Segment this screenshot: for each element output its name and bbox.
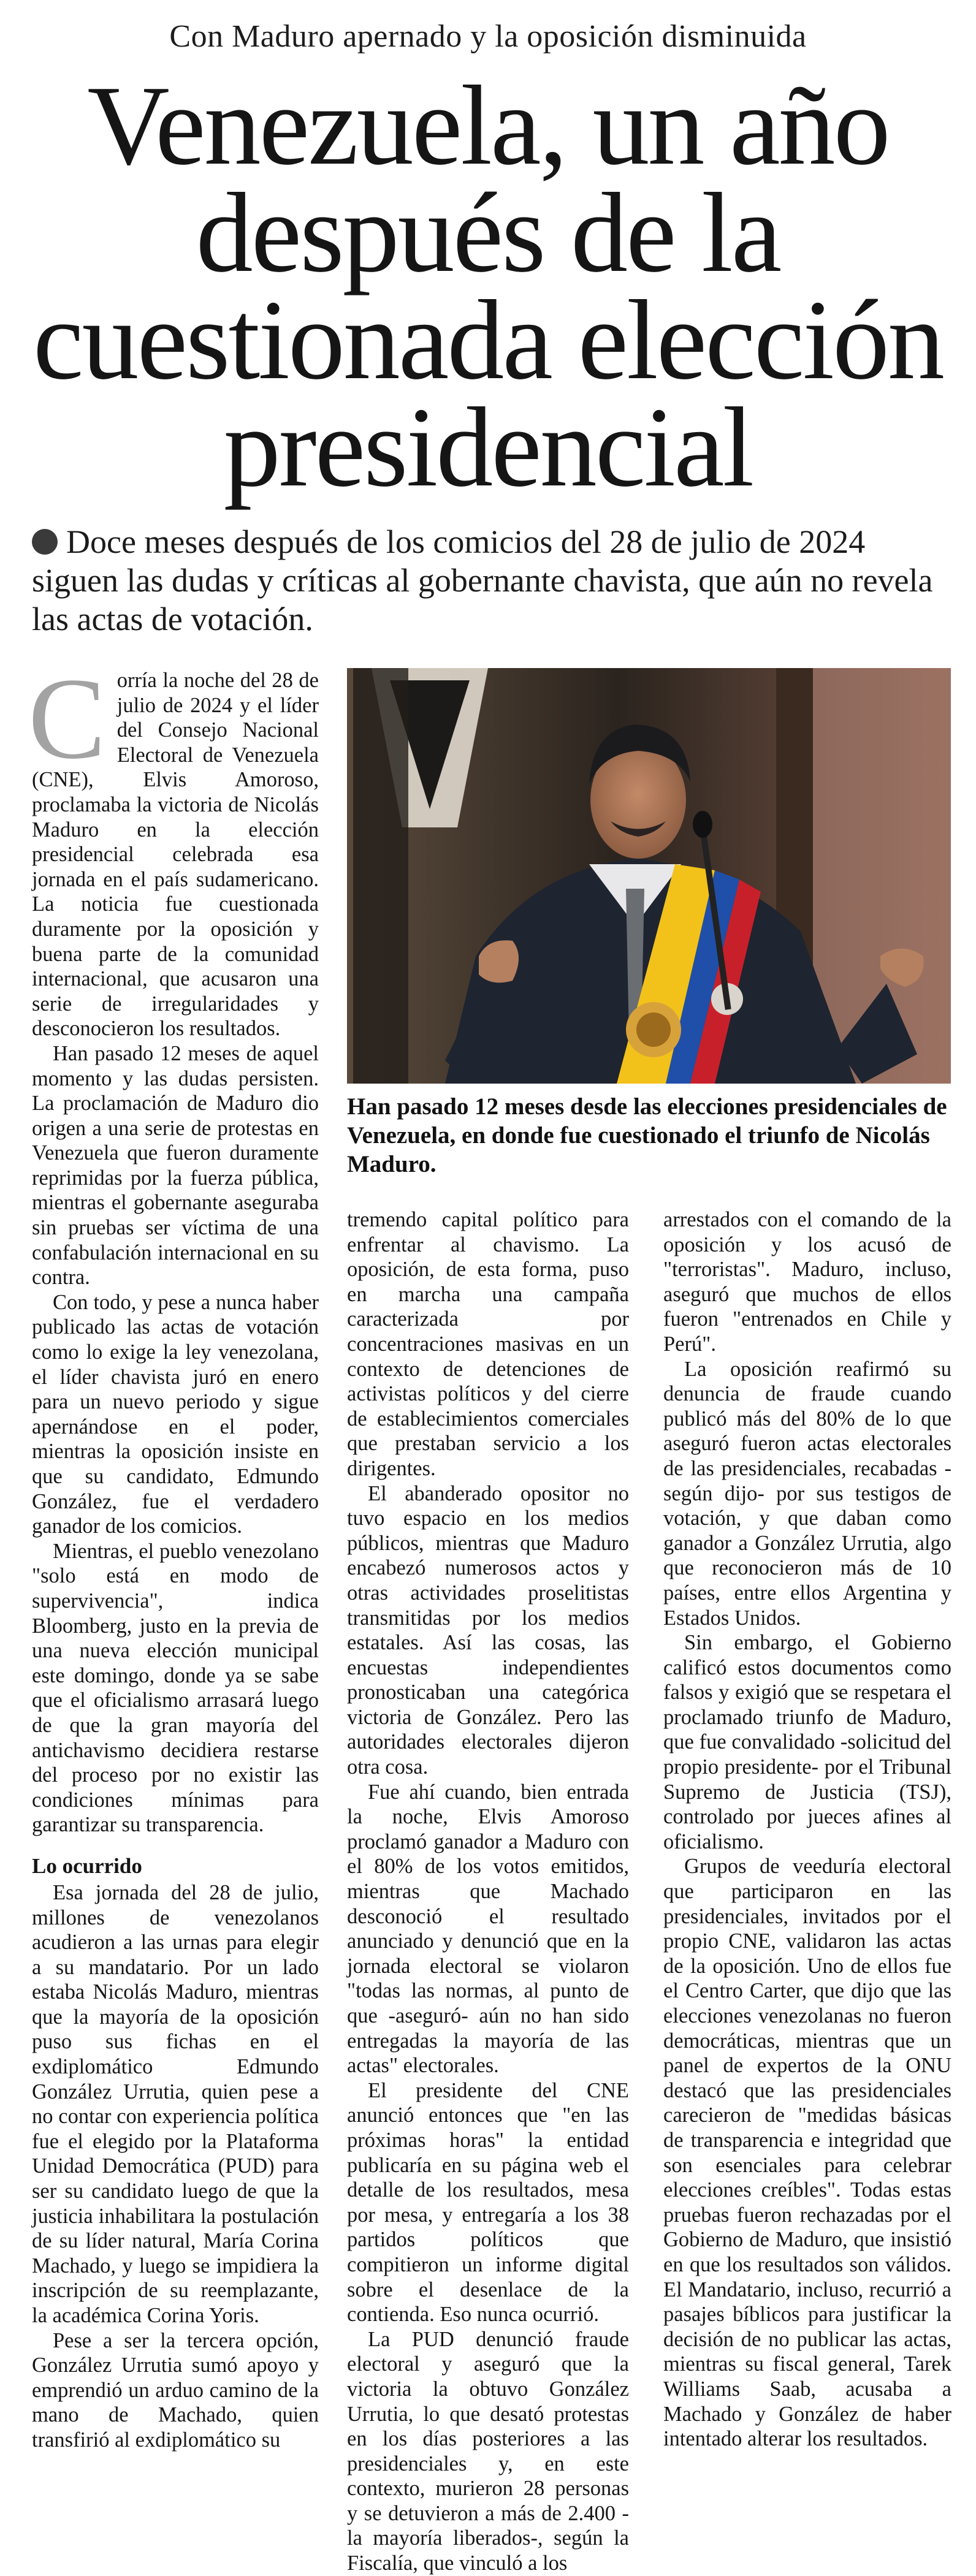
paragraph: [28, 655, 319, 1041]
paragraph: Con todo, y pese a nunca haber publicado las actas de votación como lo exige la ley venezolana, el líder chavista juró en enero para un nuevo periodo y sigue apernándose en el poder, mientras la oposición insiste en que su candidato, Edmundo González, fue el verdadero ganador de los comicios.: [32, 1290, 319, 1538]
paragraph: arrestados con el comando de la oposición y los acusó de "terroristas". Maduro, incluso, aseguró que muchos de ellos fueron "entrenados en Chile y Perú".: [663, 1208, 951, 1356]
paragraph: La PUD denunció fraude electoral y aseguró que la victoria la obtuvo González Urrutia, lo que desató protestas en los días posteriores a las presidenciales y, en este contexto, murieron 28 personas y se detuvieron a más de 2.400 -la mayoría liberados-, según la Fiscalía, que vinculó a los: [347, 2327, 629, 2575]
paragraph: La oposición reafirmó su denuncia de fraude cuando publicó más del 80% de lo que aseguró fueron actas electorales de las presidenciales, recabadas -según dijo- por sus testigos de votación, y que daban como ganador a González Urrutia, algo que reconocieron más de 10 países, entre ellos Argentina y Estados Unidos.: [663, 1357, 951, 1630]
article-deck-text: Doce meses después de los comicios del 28 de julio de 2024 siguen las dudas y críticas al gobernante chavista, que aún no revela las actas de votación.: [32, 523, 933, 637]
article-kicker: Con Maduro apernado y la oposición disminuida: [169, 19, 807, 54]
paragraph: Sin embargo, el Gobierno calificó estos documentos como falsos y exigió que se respetara el proclamado triunfo de Maduro, que fue convalidado -solicitud del propio presidente- por el Tribunal Supremo de Justicia (TSJ), controlado por jueces afines al oficialismo.: [663, 1631, 951, 1853]
paragraph: Esa jornada del 28 de julio, millones de venezolanos acudieron a las urnas para elegir a su mandatario. Por un lado estaba Nicolás Maduro, mientras que la mayoría de la oposición puso sus fichas en el exdiplomático Edmundo González Urrutia, quien pese a no contar con experiencia política fue el elegido por la Plataforma Unidad Democrática (PUD) para ser su candidato luego de que la justicia inhabilitara la postulación de su líder natural, María Corina Machado, y luego se impidiera la inscripción de su reemplazante, la académica Corina Yoris.: [32, 1880, 319, 2327]
article-deck: [32, 523, 955, 639]
paragraph: Grupos de veeduría electoral que participaron en las presidenciales, invitados por el propio CNE, validaron las actas de la oposición. Uno de ellos fue el Centro Carter, que dijo que las elecciones venezolanas no fueron democráticas, mientras que un panel de expertos de la ONU destacó que las presidenciales carecieron de "medidas básicas de transparencia e integridad que son esenciales para celebrar elecciones creíbles". Todas estas pruebas fueron rechazadas por el Gobierno de Maduro, que insistió en que los resultados son válidos. El Mandatario, incluso, recurrió a pasajes bíblicos para justificar la decisión de no publicar las actas, mientras su fiscal general, Tarek Williams Saab, acusaba a Machado y González de haber intentado alterar los resultados.: [663, 1855, 951, 2451]
drop-cap: C: [28, 655, 106, 783]
section-subhead: Lo ocurrido: [32, 1853, 142, 1878]
president-photo-illustration: [347, 668, 951, 1084]
paragraph: El presidente del CNE anunció entonces que "en las próximas horas" la entidad publicaría en su página web el detalle de los resultados, mesa por mesa, y entregaría a los 38 partidos políticos que compitieron un informe digital sobre el desenlace de la contienda. Eso nunca ocurrió.: [347, 2078, 629, 2327]
article-column-3: [663, 1207, 951, 2452]
paragraph-text: orría la noche del 28 de julio de 2024 y el líder del Consejo Nacional Electoral de Venezuela (CNE), Elvis Amoroso, proclamaba la victoria de Nicolás Maduro en la elección presidencial celebrada esa jornada en el país sudamericano. La noticia fue cuestionada duramente por la oposición y buena parte de la comunidad internacional, que acusaron una serie de irregularidades y desconocieron los resultados.: [32, 669, 319, 1041]
paragraph: tremendo capital político para enfrentar al chavismo. La oposición, de esta forma, puso en marcha una campaña caracterizada por concentraciones masivas en un contexto de detenciones de activistas políticos y del cierre de establecimientos comerciales que prestaban servicio a los dirigentes.: [347, 1208, 629, 1480]
paragraph: Pese a ser la tercera opción, González Urrutia sumó apoyo y emprendió un arduo camino de la mano de Machado, quien transfirió al exdiplomático su: [32, 2328, 319, 2452]
article-photo: [347, 668, 951, 1084]
paragraph: Fue ahí cuando, bien entrada la noche, Elvis Amoroso proclamó ganador a Maduro con el 80% de los votos emitidos, mientras que Machado desconoció el resultado anunciado y denunció que en la jornada electoral se violaron "todas las normas, al punto de que -aseguró- aún no han sido entregadas la mayoría de las actas" electorales.: [347, 1780, 629, 2078]
article-headline: Venezuela, un año después de la cuestionada elección presidencial: [32, 63, 944, 511]
paragraph: Mientras, el pueblo venezolano "solo está en modo de supervivencia", indica Bloomberg, justo en la previa de una nueva elección municipal este domingo, donde ya se sabe que el oficialismo arrasará luego de que la gran mayoría del antichavismo decidiera restarse del proceso por no existir las condiciones mínimas para garantizar su transparencia.: [32, 1539, 319, 1837]
photo-caption: Han pasado 12 meses desde las elecciones presidenciales de Venezuela, en donde fue cuestionado el triunfo de Nicolás Maduro.: [347, 1093, 947, 1177]
paragraph: El abanderado opositor no tuvo espacio en los medios públicos, mientras que Maduro encabezó numerosos actos y otras actividades proselitistas transmitidas por los medios estatales. Así las cosas, las encuestas independientes pronosticaban una categórica victoria de González. Pero las autoridades electorales dijeron otra cosa.: [347, 1481, 629, 1779]
article-column-1: [28, 655, 319, 2453]
bullet-icon: [32, 529, 58, 555]
paragraph: Han pasado 12 meses de aquel momento y las dudas persisten. La proclamación de Maduro dio origen a una serie de protestas en Venezuela que fueron duramente reprimidas por la fuerza pública, mientras el gobernante aseguraba sin pruebas ser víctima de una confabulación internacional en su contra.: [32, 1041, 319, 1290]
article-column-2: [347, 1207, 629, 2576]
